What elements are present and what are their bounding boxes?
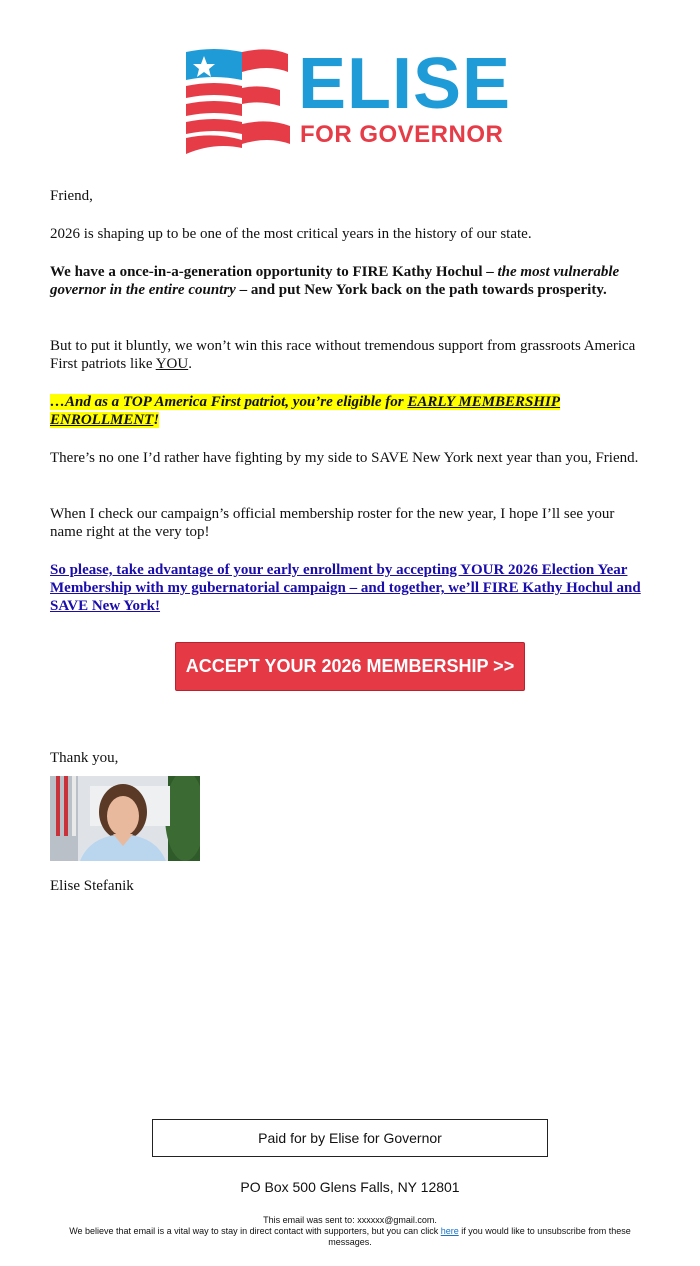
mailing-address: PO Box 500 Glens Falls, NY 12801: [240, 1179, 460, 1195]
membership-link[interactable]: So please, take advantage of your early enrollment by accepting YOUR 2026 Election Year Membership with my gubernatorial campaign – and together, we’ll FIRE Kathy Hochul and SAVE New York!: [50, 562, 641, 614]
paragraph-6: When I check our campaign’s official membership roster for the new year, I hope I’ll see your name right at the very top!: [50, 506, 615, 540]
unsubscribe-link[interactable]: here: [440, 1226, 459, 1236]
paragraph-5: There’s no one I’d rather have fighting by my side to SAVE New York next year than you, Friend.: [50, 450, 639, 466]
paid-for-disclaimer: Paid for by Elise for Governor: [152, 1119, 548, 1157]
highlighted-paragraph: …And as a TOP America First patriot, you’re eligible for EARLY MEMBERSHIP ENROLLMENT!: [50, 394, 561, 428]
sent-to-notice: This email was sent to: xxxxxx@gmail.com.: [263, 1215, 437, 1225]
logo-word: ELISE: [298, 44, 512, 124]
logo-subtitle: FOR GOVERNOR: [300, 121, 504, 148]
unsubscribe-notice: We believe that email is a vital way to stay in direct contact with supporters, but you can click here if you would like to unsubscribe from these messages.: [69, 1226, 631, 1247]
signoff: Thank you,: [50, 750, 119, 766]
email-footer: [50, 1215, 650, 1248]
paragraph-3: But to put it bluntly, we won’t win this race without tremendous support from grassroots America First patriots like YOU.: [50, 338, 636, 372]
membership-link-paragraph: [50, 561, 650, 615]
greeting: Friend,: [50, 188, 93, 204]
paragraph-1: 2026 is shaping up to be one of the most critical years in the history of our state.: [50, 226, 532, 242]
paragraph-2: We have a once-in-a-generation opportunity to FIRE Kathy Hochul – the most vulnerable governor in the entire country – and put New York back on the path towards prosperity.: [50, 264, 620, 298]
flag-e-icon: [184, 44, 294, 156]
candidate-photo: [50, 776, 200, 861]
accept-membership-button[interactable]: ACCEPT YOUR 2026 MEMBERSHIP >>: [175, 642, 525, 691]
signature: Elise Stefanik: [50, 878, 134, 894]
campaign-logo: [184, 44, 516, 156]
